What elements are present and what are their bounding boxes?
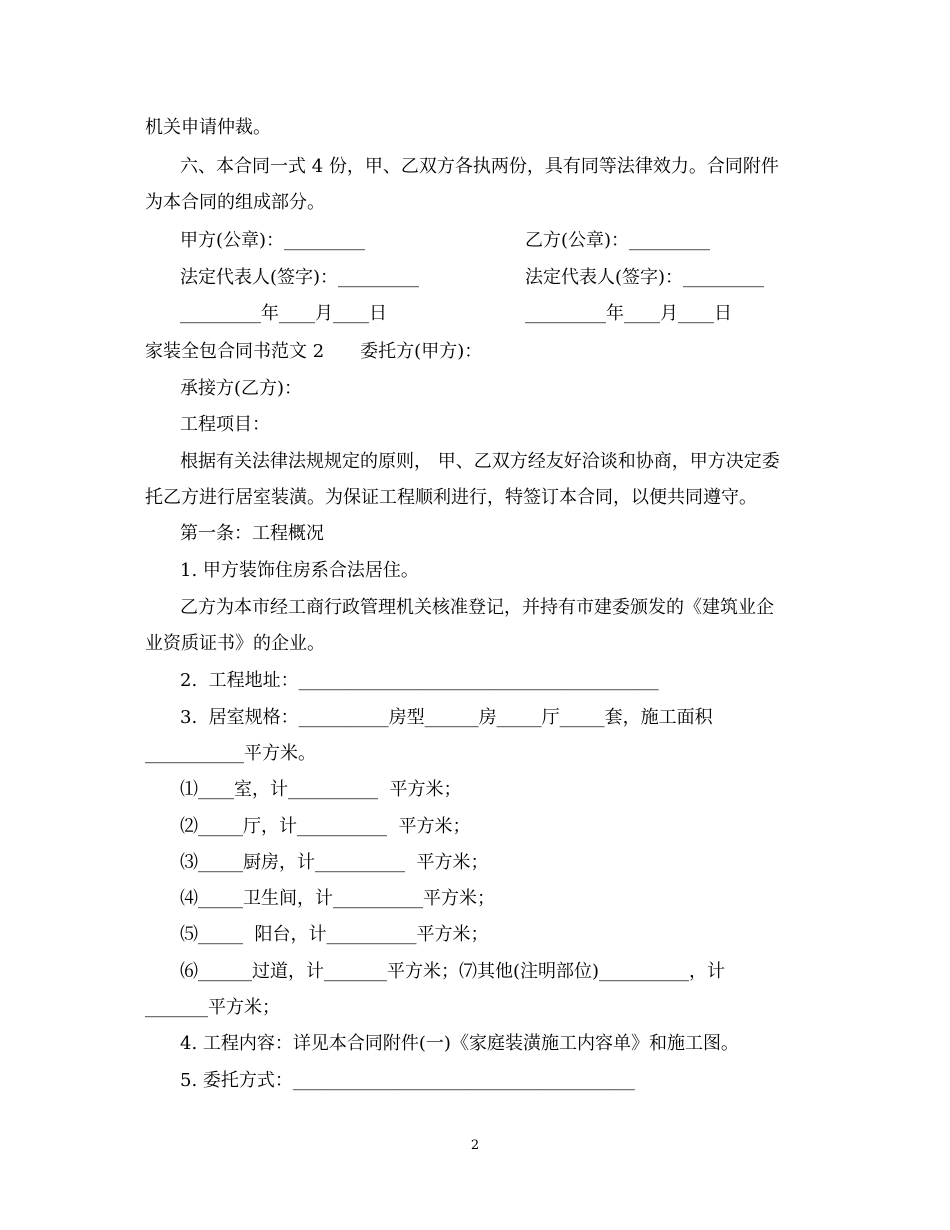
text-line-annex: 为本合同的组成部分。	[145, 192, 325, 213]
room-item-5: ⑸_____ 阳台，计__________平方米；	[180, 924, 489, 945]
clause-1: 1. 甲方装饰住房系合法居住。	[180, 560, 419, 581]
preamble-line-1: 根据有关法律法规规定的原则， 甲、乙双方经友好洽谈和协商，甲方决定委	[180, 451, 780, 472]
clause-3-spec-line-1: 3. 居室规格：__________房型______房_____厅_____套，施工面积	[180, 707, 713, 728]
clause-1-contractor-line-1: 乙方为本市经工商行政管理机关核准登记，并持有市建委颁发的《建筑业企	[180, 597, 774, 618]
party-b-seal: 乙方(公章)：_________	[525, 230, 711, 251]
room-item-7-cont: _______平方米；	[145, 997, 280, 1018]
clause-3-spec-line-2: ___________平方米。	[145, 743, 316, 764]
clause-4-content: 4. 工程内容：详见本合同附件(一)《家庭装潢施工内容单》和施工图。	[180, 1033, 739, 1054]
contract-title-client: 家装全包合同书范文 2 委托方(甲方)：	[145, 341, 483, 362]
room-item-4: ⑷_____卫生间，计__________平方米；	[180, 888, 495, 909]
clause-1-contractor-line-2: 业资质证书》的企业。	[145, 633, 325, 654]
text-line-arbitration: 机关申请仲裁。	[145, 117, 271, 138]
room-item-3: ⑶_____厨房，计__________ 平方米；	[180, 852, 489, 873]
party-a-representative: 法定代表人(签字)：_________	[180, 267, 420, 288]
party-b-representative: 法定代表人(签字)：_________	[525, 267, 765, 288]
room-item-2: ⑵_____厅，计__________ 平方米；	[180, 816, 471, 837]
page-number: 2	[470, 1138, 480, 1153]
preamble-line-2: 托乙方进行居室装潢。为保证工程顺利进行，特签订本合同，以便共同遵守。	[145, 487, 757, 508]
room-item-1: ⑴____室，计__________ 平方米；	[180, 779, 462, 800]
party-a-date: _________年____月____日	[180, 303, 387, 324]
article-one-heading: 第一条：工程概况	[180, 523, 324, 544]
text-line-copies: 六、本合同一式 4 份，甲、乙双方各执两份，具有同等法律效力。合同附件	[180, 156, 779, 177]
room-item-6-7: ⑹______过道，计_______平方米；⑺其他(注明部位)__________，计	[180, 961, 726, 982]
party-a-seal: 甲方(公章)：_________	[180, 230, 366, 251]
contractor-line: 承接方(乙方)：	[180, 378, 303, 399]
clause-5-method: 5. 委托方式：______________________________________	[180, 1070, 635, 1091]
project-line: 工程项目：	[180, 414, 270, 435]
party-b-date: _________年____月____日	[525, 303, 732, 324]
clause-2-address: 2. 工程地址：________________________________________	[180, 670, 659, 691]
